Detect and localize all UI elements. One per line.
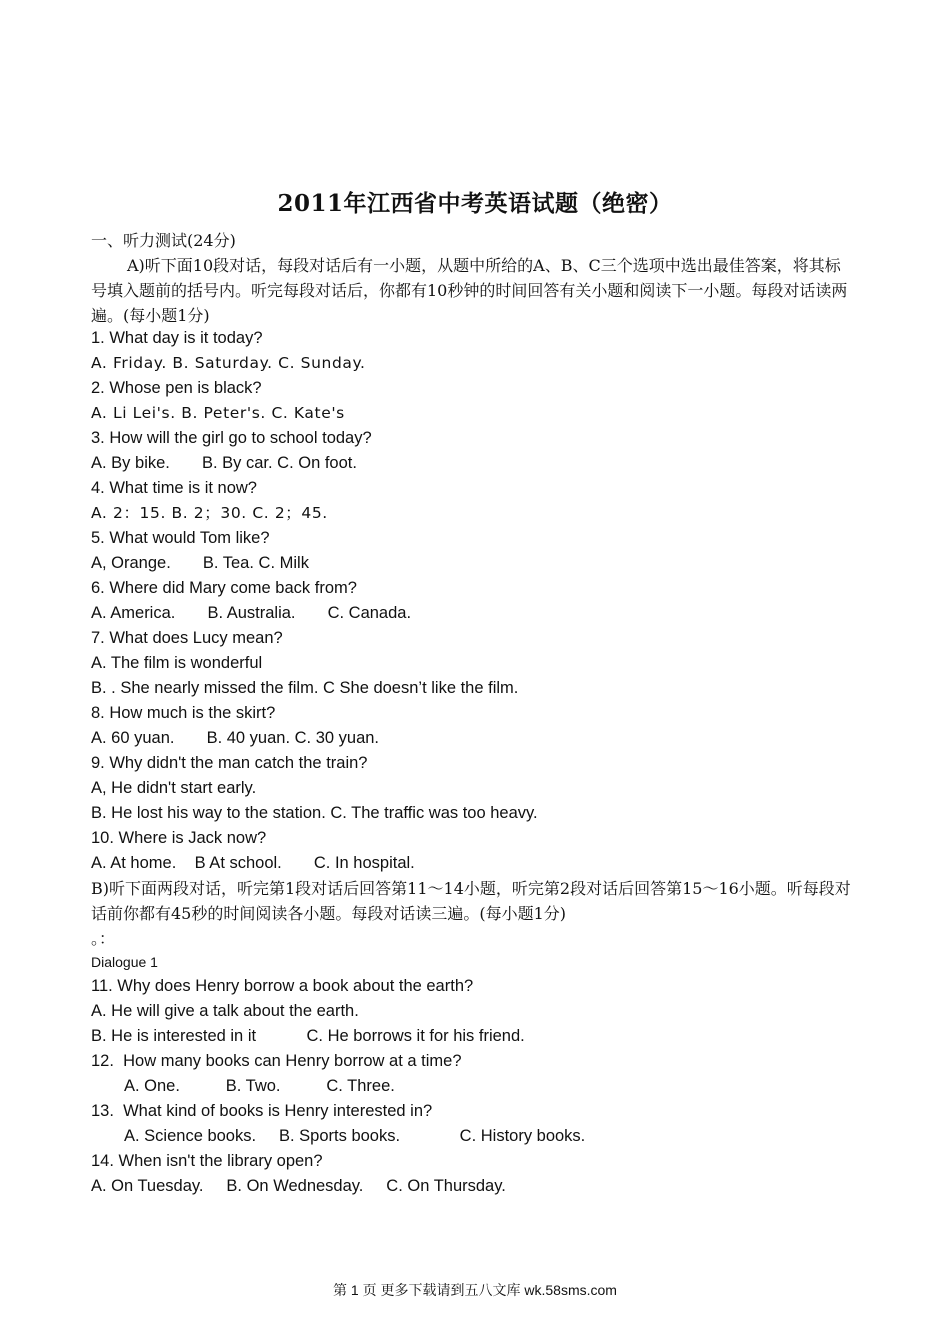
question-line: 7. What does Lucy mean?: [91, 629, 283, 647]
page-title: 2011年江西省中考英语试题（绝密）: [277, 190, 673, 217]
section-heading: 一、听力测试(24分): [91, 231, 236, 250]
answer-line: A. Li Lei's. B. Peter's. C. Kate's: [91, 404, 345, 422]
answer-line: A. On Tuesday. B. On Wednesday. C. On Thursday.: [91, 1177, 506, 1195]
answer-line: A. The film is wonderful: [91, 654, 263, 672]
question-line: 8. How much is the skirt?: [91, 704, 276, 722]
answer-line: A. America. B. Australia. C. Canada.: [91, 604, 412, 622]
page-footer: 第 1 页 更多下载请到五八文库 wk.58sms.com: [333, 1282, 617, 1298]
question-line: 14. When isn't the library open?: [91, 1152, 323, 1170]
part-b-instructions: B)听下面两段对话，听完第1段对话后回答第11～14小题，听完第2段对话后回答第15～16小题。听每段对话前你都有45秒的时间阅读各小题。每段对话读三遍。(每小题1分): [91, 879, 851, 923]
dialogue-label: Dialogue 1: [91, 954, 158, 970]
question-line: 2. Whose pen is black?: [91, 379, 262, 397]
question-line: 1. What day is it today?: [91, 329, 263, 347]
question-line: 6. Where did Mary come back from?: [91, 579, 357, 597]
question-line: 11. Why does Henry borrow a book about the earth?: [91, 977, 474, 995]
part-a-instructions: A)听下面10段对话，每段对话后有一小题，从题中所给的A、B、C三个选项中选出最佳答案，将其标号填入题前的括号内。听完每段对话后，你都有10秒钟的时间回答有关小题和阅读下一小题。每段对话读两遍。(每小题1分): [91, 256, 848, 325]
question-line: 10. Where is Jack now?: [91, 829, 267, 847]
part-b-tail: 。：: [91, 929, 116, 948]
answer-line: A. 2：15. B. 2；30. C. 2；45.: [91, 504, 328, 522]
answer-line: B. He lost his way to the station. C. The traffic was too heavy.: [91, 804, 538, 822]
question-line: 12. How many books can Henry borrow at a time?: [91, 1052, 462, 1070]
answer-line: A. By bike. B. By car. C. On foot.: [91, 454, 357, 472]
answer-line: A. He will give a talk about the earth.: [91, 1002, 359, 1020]
answer-line: B. He is interested in it C. He borrows it for his friend.: [91, 1027, 525, 1045]
answer-line: A. 60 yuan. B. 40 yuan. C. 30 yuan.: [91, 729, 380, 747]
question-line: 3. How will the girl go to school today?: [91, 429, 372, 447]
question-line: 9. Why didn't the man catch the train?: [91, 754, 368, 772]
question-line: 13. What kind of books is Henry interested in?: [91, 1102, 433, 1120]
answer-line: A. At home. B At school. C. In hospital.: [91, 854, 415, 872]
answer-line: B. . She nearly missed the film. C She doesn’t like the film.: [91, 679, 519, 697]
answer-line: A. Friday. B. Saturday. C. Sunday.: [91, 354, 366, 372]
question-line: 5. What would Tom like?: [91, 529, 270, 547]
answer-line: A. Science books. B. Sports books. C. History books.: [124, 1127, 586, 1145]
answer-line: A, Orange. B. Tea. C. Milk: [91, 554, 309, 572]
question-line: 4. What time is it now?: [91, 479, 257, 497]
answer-line: A. One. B. Two. C. Three.: [124, 1077, 395, 1095]
answer-line: A, He didn't start early.: [91, 779, 257, 797]
